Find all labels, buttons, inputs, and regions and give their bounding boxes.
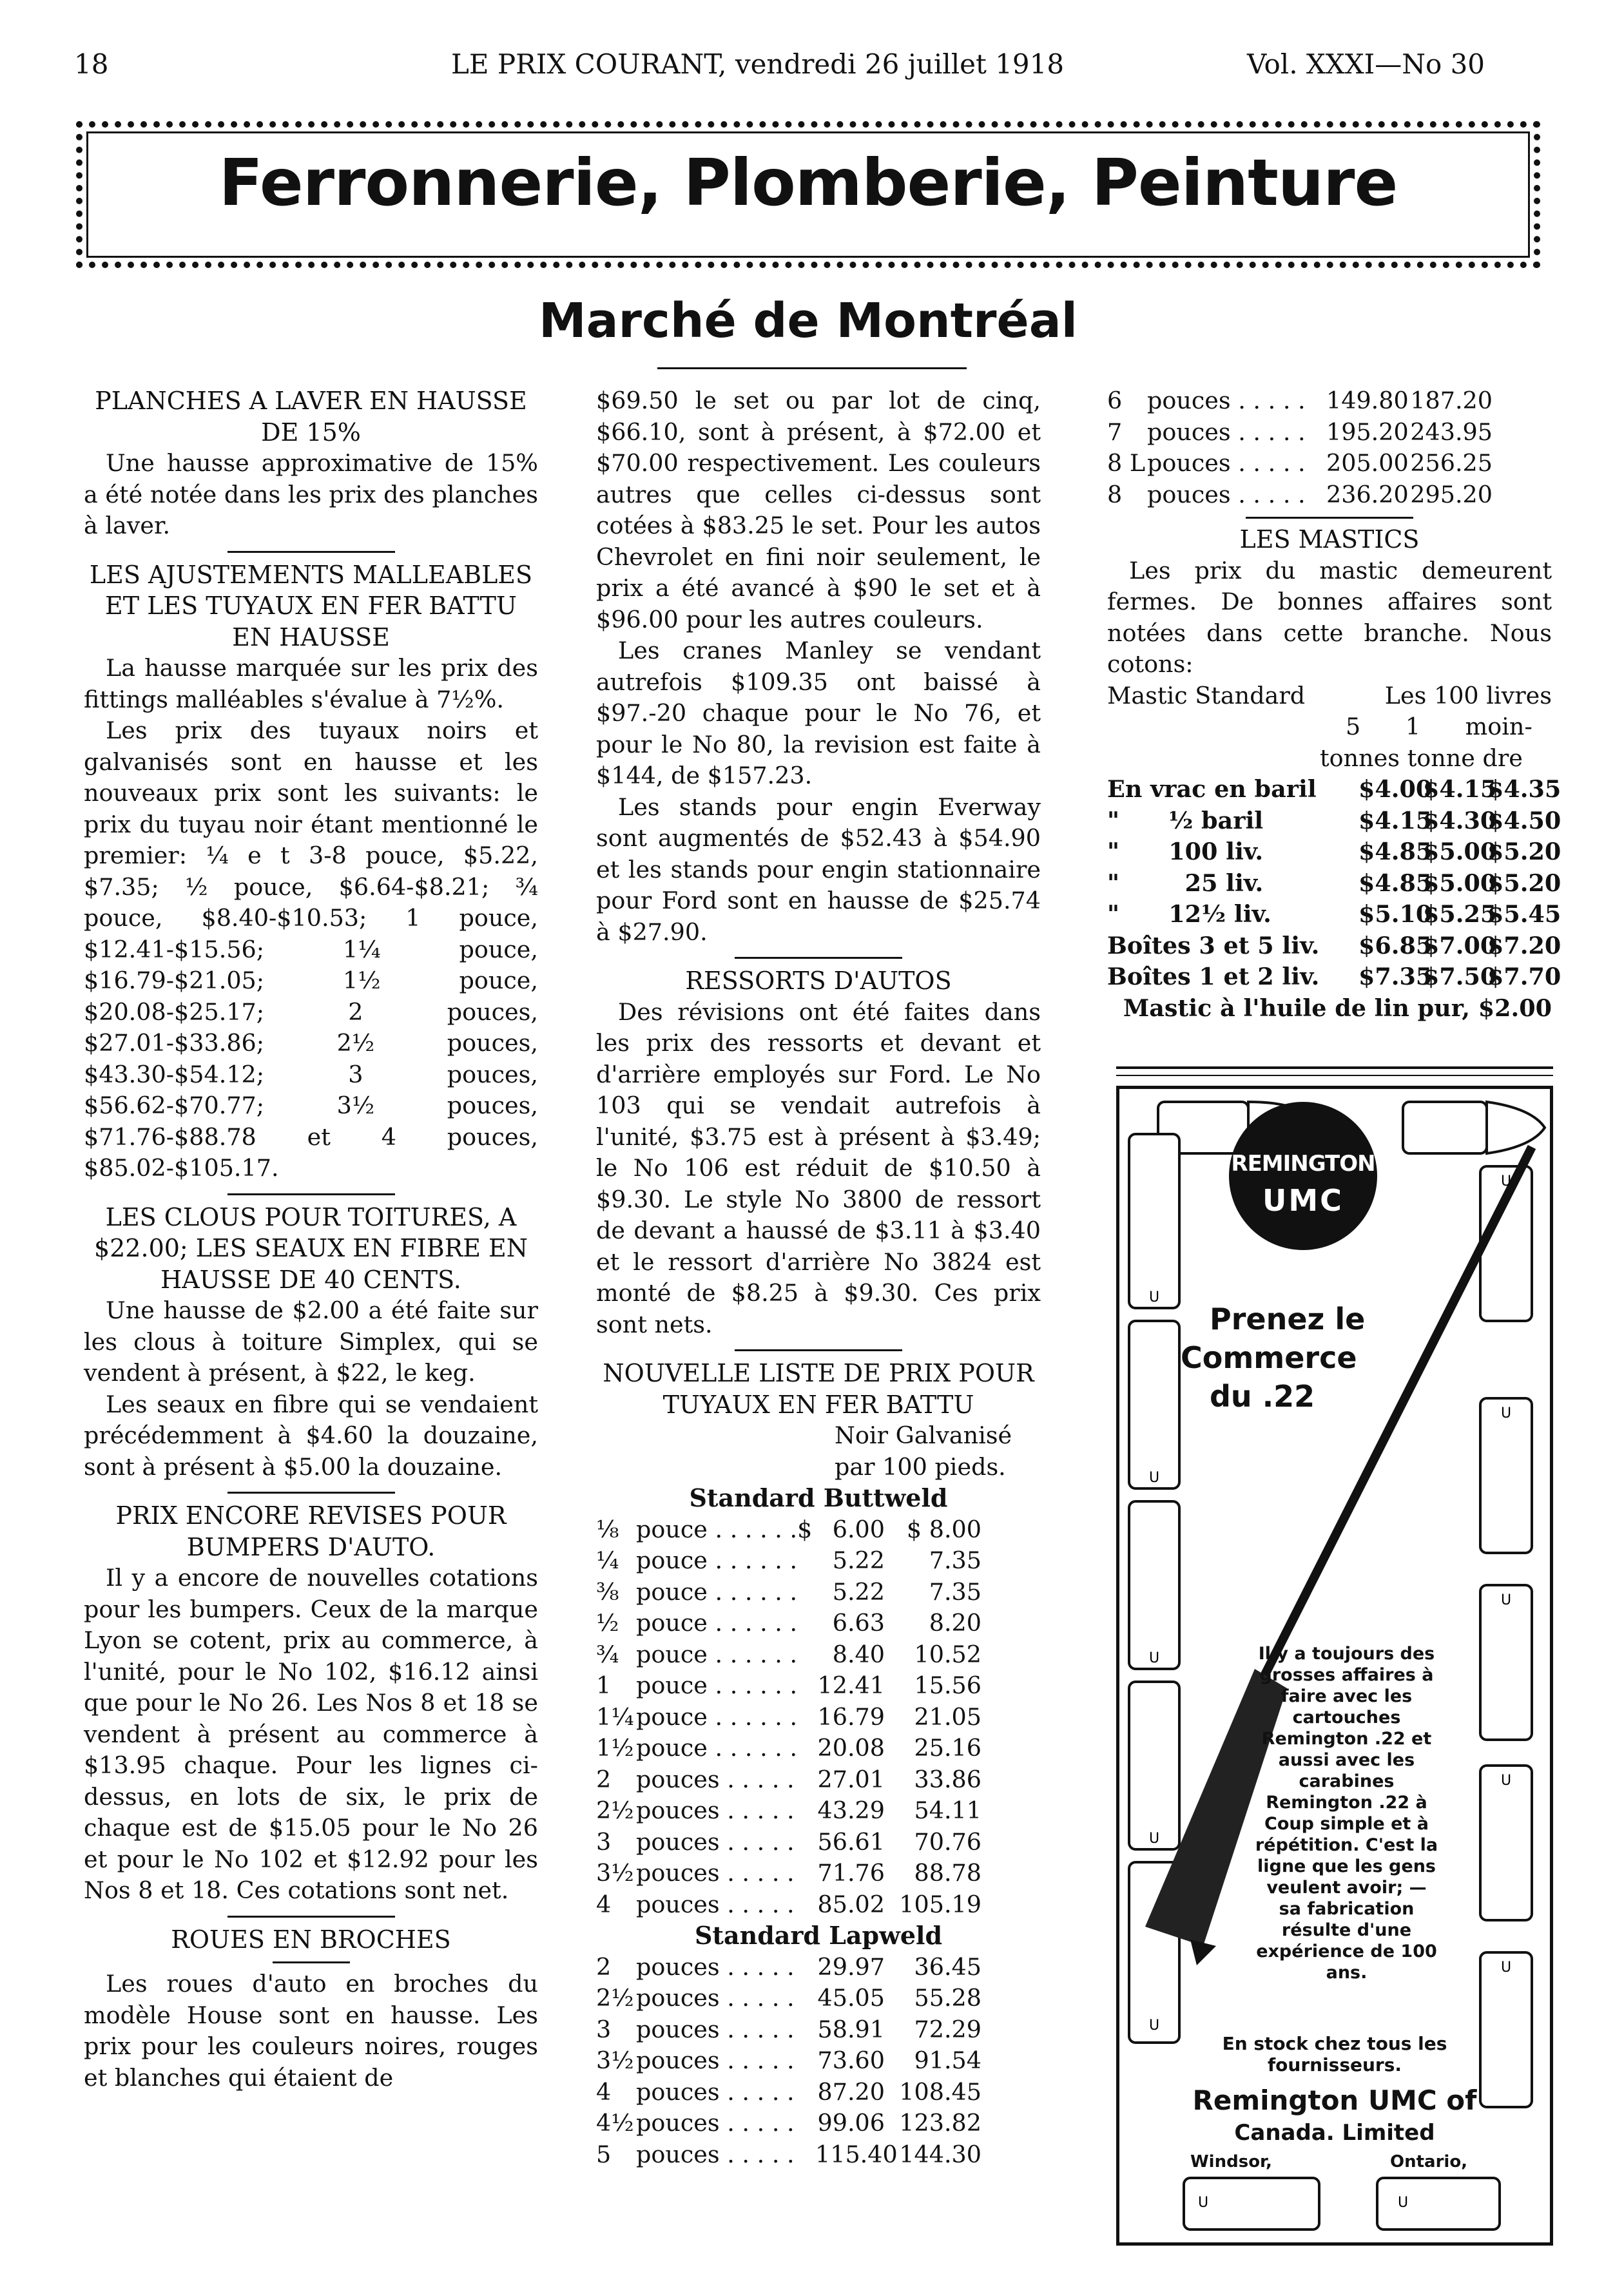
cell-size: 2 [596,1765,612,1793]
ad-headline: Commerce [1181,1340,1357,1375]
cell-noir: 6.00 [832,1515,885,1543]
table-row [596,1639,1041,1671]
cell-unit: pouce . . . . . . [636,1546,798,1574]
cartridge-mark: U [1148,1831,1160,1847]
cell-size: 1½ [596,1734,634,1762]
table-row [596,1608,1041,1639]
cell-size: 3½ [596,2046,634,2074]
cell-noir: 8.40 [832,1640,885,1668]
cell-unit: pouces . . . . . [636,2109,795,2137]
paragraph: Il y a encore de nouvelles cotations pour les bumpers. Ceux de la marque Lyon se cotent, prix au commerce, à l'unité, pour le No 102, $16.12 ainsi que pour le No 26. Les Nos 8 et 18 se vendent à présent au commerce à $13.95 chaque. Pour les lignes ci-dessus, en lots de six, le prix de chaque est de $15.05 pour le No 26 et pour le No 102 et $12.92 pour les Nos 8 et 18. Ces cotations sont net. [84,1564,538,1904]
cell-unit: pouce . . . . . . [636,1640,798,1668]
cell-v1: $6.85 [1358,931,1433,959]
cell-noir: 85.02 [817,1890,885,1918]
cell-unit: pouces . . . . . [636,1952,795,1981]
heading-ressorts: RESSORTS D'AUTOS [685,967,952,995]
cartridge-mark: U [1500,1592,1512,1608]
table-row [1107,930,1561,962]
table-row [596,1702,1041,1733]
cell-size: ⅛ [596,1515,619,1543]
cartridge-mark: U [1500,1405,1512,1421]
cell-galv: 123.82 [899,2109,981,2137]
table-row [596,1952,1041,1983]
cell-label: " 25 liv. [1107,869,1264,897]
paragraph: Des révisions ont été faites dans les prix des ressorts et devant et d'arrière employés sur Ford. Le No 103 qui se vendait autrefois à l'unité, $3.75 est à présent à $3.49; le No 106 est réduit de $10.50 à $9.30. Le style No 3800 de ressort de devant a haussé de $3.11 à $3.40 et le ressort d'arrière No 3824 est monté de $8.25 à $9.30. Ces prix sont nets. [596,997,1041,1338]
cartridge-mark: U [1500,1960,1512,1976]
cell-size: 3 [596,2015,612,2043]
cell-galv: 108.45 [899,2077,981,2106]
cartridge-mark: U [1500,1173,1512,1189]
buttweld-title: Standard Buttweld [689,1483,948,1512]
cell-unit: pouces . . . . . [636,1984,795,2012]
divider [227,1492,395,1494]
cell-v1: $4.15 [1358,806,1433,834]
cell-unit: pouces . . . . . [1147,418,1306,446]
cell-unit: pouce . . . . . . [636,1702,798,1731]
cell-noir: 16.79 [817,1702,885,1731]
cell-noir: 99.06 [817,2109,885,2137]
cell-unit: pouces . . . . . [636,1859,795,1887]
cell-unit: pouces . . . . . [636,2077,795,2106]
cell-noir: 5.22 [832,1577,885,1606]
heading-liste: NOUVELLE LISTE DE PRIX POUR TUYAUX EN FER BATTU [603,1359,1034,1419]
cell-unit: pouces . . . . . [636,2015,795,2043]
cell-size: ¾ [596,1640,619,1668]
table-row [596,2045,1041,2077]
table-row [596,2077,1041,2108]
cell-galv: 70.76 [914,1827,981,1856]
cell-v2: $5.25 [1423,900,1497,928]
cell-v3: $4.35 [1487,775,1561,803]
table-row [596,1858,1041,1889]
cartridge-mark: U [1397,2195,1409,2211]
mastic-subheader: 5 1 moin- [1346,713,1532,740]
cell-noir: 149.80 [1326,387,1409,414]
cell-label: Boîtes 1 et 2 liv. [1107,963,1320,990]
cell-galv: 7.35 [929,1546,981,1574]
ad-city: Windsor, [1190,2152,1272,2172]
cell-size: 1¼ [596,1702,634,1731]
cell-unit: pouces . . . . . [636,1890,795,1918]
cell-label: Boîtes 3 et 5 liv. [1107,931,1320,959]
mastic-table [1107,774,1561,993]
cell-unit: pouce . . . . . . [636,1671,798,1699]
divider [227,1916,395,1918]
cell-noir: 195.20 [1326,418,1409,446]
logo-text: UMC [1262,1183,1344,1218]
cell-galv: 36.45 [914,1952,981,1981]
table-row [1107,961,1561,993]
heading-planches: PLANCHES A LAVER EN HAUSSE DE 15% [95,387,527,447]
cell-unit: pouces . . . . . [1147,449,1306,477]
remington-ad [1116,1086,1553,2246]
paragraph: Les roues d'auto en broches du modèle House sont en hausse. Les prix pour les couleurs noires, rouges et blanches qui étaient de [84,1970,538,2092]
ad-stock: En stock chez tous les fournisseurs. [1222,2033,1447,2075]
table-row [1107,448,1552,479]
table-row [596,1795,1041,1827]
mastic-header-left: Mastic Standard [1107,681,1306,709]
cell-unit: pouces . . . . . [636,1827,795,1856]
table-row [596,1545,1041,1577]
cell-v3: $5.20 [1487,838,1561,865]
cell-galv: 25.16 [914,1734,981,1762]
heading-clous: LES CLOUS POUR TOITURES, A $22.00; LES SEAUX EN FIBRE EN HAUSSE DE 40 CENTS. [93,1202,528,1294]
cell-label: En vrac en baril [1107,775,1317,803]
paragraph: Les seaux en fibre qui se vendaient précédemment à $4.60 la douzaine, sont à présent à $5.00 la douzaine. [84,1390,538,1481]
logo-text: REMINGTON [1231,1151,1375,1177]
table-row [596,1983,1041,2014]
cell-noir: 6.63 [832,1609,885,1637]
cell-galv: 15.56 [914,1671,981,1699]
table-unit: par 100 pieds. [835,1452,1006,1481]
paragraph: La hausse marquée sur les prix des fittings malléables s'évalue à 7½%. [84,654,538,713]
table-row [596,2014,1041,2046]
cell-size: 2½ [596,1796,634,1824]
cell-size: 4 [596,2077,612,2106]
cell-galv: 21.05 [914,1702,981,1731]
table-row [1107,899,1561,930]
cell-galv: 55.28 [914,1984,981,2012]
divider [1246,517,1413,519]
cell-noir: 5.22 [832,1546,885,1574]
table-row [1107,836,1561,868]
cell-noir: 45.05 [817,1984,885,2012]
table-header: Noir Galvanisé [835,1421,1012,1449]
cell-galv: 105.19 [899,1890,981,1918]
cell-v3: $4.50 [1487,806,1561,834]
table-row [596,1577,1041,1608]
cartridge-mark: U [1500,1773,1512,1789]
mastic-header-right: Les 100 livres [1384,681,1552,709]
paragraph: Les stands pour engin Everway sont augmentés de $52.43 à $54.90 et les stands pour engin stationnaire pour Ford sont en hausse de $25.74 à $27.90. [596,793,1041,946]
cartridge-mark: U [1148,1289,1160,1305]
buttweld-table [596,1514,1041,1921]
cell-v2: $7.00 [1423,931,1497,959]
cell-v1: $4.85 [1358,869,1433,897]
divider [735,957,902,959]
cell-unit: pouces . . . . . [636,1796,795,1824]
volume-number: Vol. XXXI—No 30 [1247,48,1485,80]
mastic-huile: Mastic à l'huile de lin pur, $2.00 [1123,994,1552,1022]
paragraph: Les prix des tuyaux noirs et galvanisés sont en hausse et les nouveaux prix sont les suivants: le prix du tuyau noir étant mentionné le premier: ¼ e t 3-8 pouce, $5.22, $7.35; ½ pouce, $6.64-$8.21; ¾ pouce, $8.40-$10.53; 1 pouce, $12.41-$15.56; 1¼ pouce, $16.79-$21.05; 1½ pouce, $20.08-$25.17; 2 pouces, $27.01-$33.86; 2½ pouces, $43.30-$54.12; 3 pouces, $56.62-$70.77; 3½ pouces, $71.76-$88.78 et 4 pouces, $85.02-$105.17. [84,717,538,1182]
ad-company: Remington UMC of [1192,2085,1477,2116]
cell-galv: 54.11 [914,1796,981,1824]
table-row [1107,417,1552,448]
cell-unit: pouces . . . . . [636,2046,795,2074]
cell-noir: 236.20 [1326,480,1409,508]
table-row [596,1733,1041,1764]
cell-noir: 205.00 [1326,449,1409,477]
cell-noir: 12.41 [817,1671,885,1699]
cell-size: 1 [596,1671,612,1699]
table-row [596,2108,1041,2139]
paragraph: $69.50 le set ou par lot de cinq, $66.10, sont à présent, à $72.00 et $70.00 respectivement. Les couleurs autres que celles ci-dessus sont cotées à $83.25 le set. Pour les autos Chevrolet en fini noir seulement, le prix a été avancé à $90 le set et à $96.00 pour les autres couleurs. [596,387,1041,633]
cell-v2: $4.30 [1423,806,1497,834]
cell-galv: 88.78 [914,1859,981,1887]
lapweld-title: Standard Lapweld [694,1921,943,1950]
paragraph: Une hausse approximative de 15% a été notée dans les prix des planches à laver. [84,449,538,539]
cell-galv: 91.54 [914,2046,981,2074]
table-row [1107,868,1561,900]
heading-ajustements: LES AJUSTEMENTS MALLEABLES ET LES TUYAUX EN FER BATTU EN HAUSSE [89,560,533,651]
cell-size: 8 L [1107,449,1146,477]
cell-label: " 100 liv. [1107,838,1264,865]
cell-size: 3 [596,1827,612,1856]
cell-size: 2½ [596,1984,634,2012]
cell-size: 2 [596,1952,612,1981]
cell-noir: 56.61 [817,1827,885,1856]
table-row [596,2139,1041,2171]
cell-galv: 187.20 [1410,387,1493,414]
cell-size: 3½ [596,1859,634,1887]
cell-unit: pouces . . . . . [1147,480,1306,508]
cell-noir: 115.40 [815,2140,898,2168]
cell-v2: $5.00 [1423,838,1497,865]
table-row [1107,774,1561,805]
cell-v3: $5.45 [1487,900,1561,928]
cartridge-mark: U [1148,2018,1160,2034]
cell-v1: $4.00 [1358,775,1433,803]
cell-noir: 27.01 [817,1765,885,1793]
lapweld-table [596,1952,1041,2171]
cell-label: " 12½ liv. [1107,900,1271,928]
cell-galv: $ 8.00 [906,1515,981,1543]
cell-v1: $5.10 [1358,900,1433,928]
column-2 [596,385,1041,2170]
cell-galv: 256.25 [1410,449,1493,477]
cell-galv: 243.95 [1410,418,1493,446]
table-row [1107,805,1561,837]
mastic-subheader: tonnes tonne dre [1320,744,1523,772]
cell-size: 6 [1107,387,1123,414]
cell-label: " ½ baril [1107,806,1264,834]
divider [273,1961,350,1963]
section-title: Ferronnerie, Plomberie, Peinture [218,145,1398,220]
cell-v2: $4.15 [1423,775,1497,803]
cell-size: ¼ [596,1546,619,1574]
ad-headline: du .22 [1210,1379,1315,1414]
column-3 [1107,385,1561,1024]
cell-v3: $7.70 [1487,963,1561,990]
cell-noir: 87.20 [817,2077,885,2106]
remington-logo [1229,1102,1377,1250]
ad-headline: Prenez le [1210,1302,1366,1336]
cell-size: 4 [596,1890,612,1918]
heading-bumpers: PRIX ENCORE REVISES POUR BUMPERS D'AUTO. [115,1501,507,1561]
paragraph: Une hausse de $2.00 a été faite sur les clous à toiture Simplex, qui se vendent à présent, à $22, le keg. [84,1296,538,1387]
cell-v3: $5.20 [1487,869,1561,897]
cell-unit: pouces . . . . . [636,1765,795,1793]
ad-rule [1116,1066,1553,1069]
cell-size: 5 [596,2140,612,2168]
cell-galv: 33.86 [914,1765,981,1793]
ad-company: Canada. Limited [1234,2120,1435,2146]
table-row [596,1827,1041,1858]
table-row [1107,479,1552,511]
cartridge-mark: U [1148,1650,1160,1666]
cell-galv: 10.52 [914,1640,981,1668]
ad-city: Ontario, [1390,2152,1468,2172]
heading-mastics: LES MASTICS [1239,525,1420,554]
cell-galv: 295.20 [1410,480,1493,508]
mastic-header [1107,680,1552,712]
column-1 [84,385,538,2094]
cell-size: ½ [596,1609,619,1637]
cell-size: ⅜ [596,1577,619,1606]
cell-noir: 71.76 [817,1859,885,1887]
cell-noir: 73.60 [817,2046,885,2074]
cell-unit: pouces . . . . . [1147,387,1306,414]
divider [227,551,395,553]
table-row [596,1764,1041,1796]
cell-noir: 29.97 [817,1952,885,1981]
paragraph: Les cranes Manley se vendant autrefois $109.35 ont baissé à $97.-20 chaque pour le No 76, et pour le No 80, la revision est faite à $144, de $157.23. [596,637,1041,789]
cartridge-mark: U [1197,2195,1209,2211]
cartridge-mark: U [1148,1470,1160,1486]
title-rule [657,367,967,369]
table-row [596,1514,1041,1546]
table-row [596,1670,1041,1702]
cell-v2: $5.00 [1423,869,1497,897]
cell-galv: 8.20 [929,1609,981,1637]
ad-rule [1116,1075,1553,1076]
cell-size: 4½ [596,2109,634,2137]
cell-unit: pouces . . . . . [636,2140,795,2168]
pipe-table-continued [1107,385,1552,510]
ad-body: Il y a toujours des grosses affaires à faire avec les cartouches Remington .22 et aussi avec les carabines Remington .22 à Coup simple et à répétition. C'est la ligne que les gens veulent avoir; — sa fabrication résulte d'une expérience de 100 ans. [1255,1644,1438,1983]
cell-galv: 144.30 [899,2140,981,2168]
cell-unit: pouce . . . . . . [636,1577,798,1606]
page-number: 18 [74,48,109,80]
running-title: LE PRIX COURANT, vendredi 26 juillet 1918 [451,48,1065,80]
cell-galv: 72.29 [914,2015,981,2043]
heading-roues: ROUES EN BROCHES [171,1925,451,1954]
cell-noir: 58.91 [817,2015,885,2043]
cell-v2: $7.50 [1423,963,1497,990]
cell-size: 7 [1107,418,1123,446]
cell-size: 8 [1107,480,1123,508]
cell-noir: 20.08 [817,1734,885,1762]
cell-v1: $7.35 [1358,963,1433,990]
cell-v1: $4.85 [1358,838,1433,865]
table-row [596,1889,1041,1921]
cell-unit: pouce . . . . . . [636,1734,798,1762]
cell-unit: pouce . . . . . .$ [636,1515,813,1543]
cell-unit: pouce . . . . . . [636,1609,798,1637]
market-title: Marché de Montréal [538,293,1078,349]
cell-galv: 7.35 [929,1577,981,1606]
divider [735,1349,902,1351]
divider [227,1193,395,1195]
cell-v3: $7.20 [1487,931,1561,959]
paragraph: Les prix du mastic demeurent fermes. De bonnes affaires sont notées dans cette branche. Nous cotons: [1107,556,1552,678]
cell-noir: 43.29 [817,1796,885,1824]
table-row [1107,385,1552,417]
